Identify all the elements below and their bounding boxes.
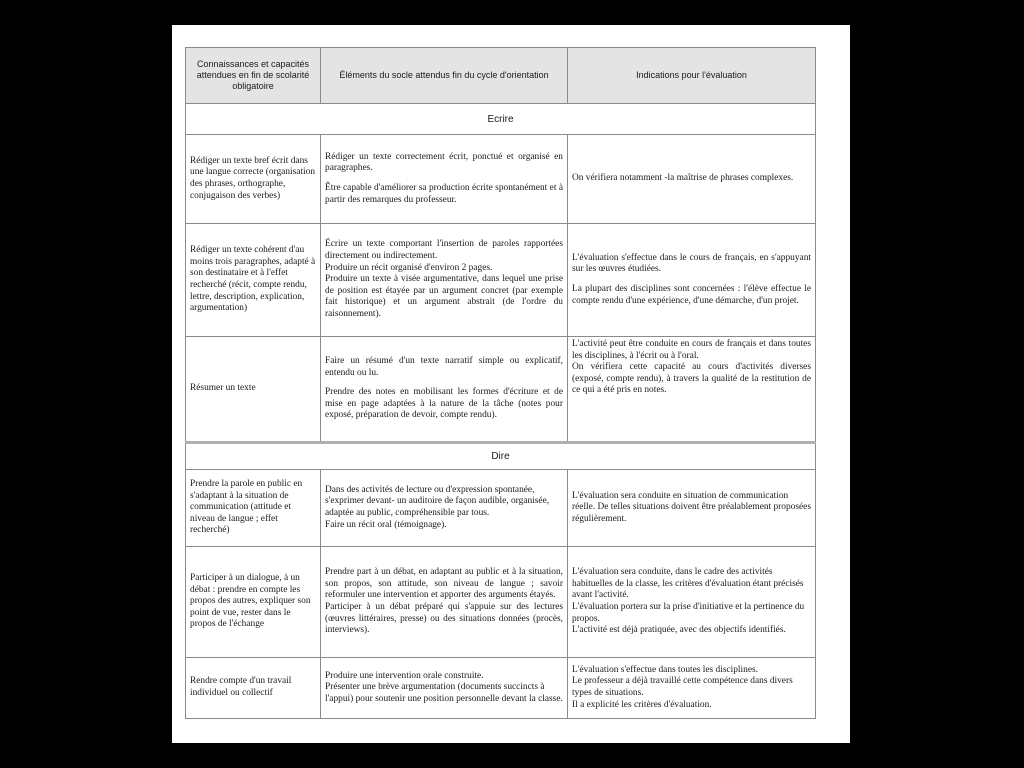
evaluation-text: Le professeur a déjà travaillé cette compétence dans divers types de situations.	[572, 676, 793, 698]
section-row-ecrire	[186, 104, 816, 135]
capacite-cell: Rédiger un texte bref écrit dans une langue correcte (organisation des phrases, orthographe, conjugaison des verbes)	[186, 135, 321, 224]
section-title: Ecrire	[186, 104, 816, 135]
evaluation-cell	[568, 547, 816, 658]
table-row	[186, 337, 816, 443]
elements-cell	[321, 337, 568, 443]
table-row	[186, 658, 816, 719]
document-page	[172, 25, 850, 743]
capacite-cell: Prendre la parole en public en s'adaptant à la situation de communication (attitude et niveau de langue ; effet recherché)	[186, 470, 321, 547]
elements-text: Participer à un débat préparé qui s'appuie sur des lectures (œuvres littéraires, presse) ou des situations données (procès, interviews).	[325, 602, 563, 636]
evaluation-text: L'évaluation sera conduite en situation de communication réelle. De telles situations doivent être préalablement proposées régulièrement.	[572, 490, 811, 524]
elements-cell	[321, 135, 568, 224]
section-row-dire	[186, 443, 816, 470]
elements-text: Produire une intervention orale construite.	[325, 670, 484, 681]
evaluation-text: L'évaluation s'effectue dans toutes les disciplines.	[572, 664, 758, 675]
elements-text: Dans des activités de lecture ou d'expression spontanée, s'exprimer devant- un auditoire de façon audible, organisée, adaptée au public, compréhensible par tous.	[325, 484, 550, 518]
elements-cell	[321, 224, 568, 337]
table-row	[186, 135, 816, 224]
elements-text: Présenter une brève argumentation (documents succincts à l'appui) pour soutenir une position personnelle devant la classe.	[325, 682, 563, 704]
elements-cell	[321, 470, 568, 547]
evaluation-text: Il a explicité les critères d'évaluation.	[572, 699, 712, 710]
evaluation-cell	[568, 337, 816, 443]
table-row	[186, 470, 816, 547]
evaluation-text: L'évaluation sera conduite, dans le cadre des activités habituelles de la classe, les critères d'évaluation étant précisés avant l'activité.	[572, 567, 804, 601]
evaluation-text: On vérifiera cette capacité au cours d'activités diverses (exposé, compte rendu), à travers la qualité de la restitution de ce qui a été pris en notes.	[572, 362, 811, 396]
elements-cell	[321, 547, 568, 658]
elements-cell	[321, 658, 568, 719]
evaluation-text: On vérifiera notamment -la maîtrise de phrases complexes.	[572, 173, 794, 184]
evaluation-text: L'activité est déjà pratiquée, avec des objectifs identifiés.	[572, 625, 786, 636]
evaluation-cell	[568, 224, 816, 337]
elements-text: Rédiger un texte correctement écrit, ponctué et organisé en paragraphes.	[325, 151, 563, 174]
elements-text: Être capable d'améliorer sa production écrite spontanément et à partir des remarques du professeur.	[325, 183, 563, 205]
header-indications-evaluation: Indications pour l'évaluation	[568, 48, 816, 104]
evaluation-text: L'évaluation s'effectue dans le cours de français, en s'appuyant sur les œuvres étudiées.	[572, 252, 811, 275]
elements-text: Prendre part à un débat, en adaptant au public et à la situation, son propos, son attitude, son niveau de langue ; savoir reformuler une intervention et apporter des arguments étayés.	[325, 567, 563, 601]
elements-text: Prendre des notes en mobilisant les formes d'écriture et de mise en page adaptées à la nature de la tâche (notes pour exposé, préparation de devoir, compte rendu).	[325, 387, 563, 421]
evaluation-cell	[568, 135, 816, 224]
elements-text: Produire un récit organisé d'environ 2 pages.	[325, 262, 493, 273]
evaluation-text: L'activité peut être conduite en cours de français et dans toutes les disciplines, à l'écrit ou à l'oral.	[572, 339, 811, 361]
evaluation-cell	[568, 470, 816, 547]
capacite-cell: Résumer un texte	[186, 337, 321, 443]
header-elements-socle: Éléments du socle attendus fin du cycle d'orientation	[321, 48, 568, 104]
elements-text: Écrire un texte comportant l'insertion de paroles rapportées directement ou indirectement.	[325, 239, 563, 262]
table-row	[186, 224, 816, 337]
elements-text: Faire un récit oral (témoignage).	[325, 519, 447, 530]
elements-text: Faire un résumé d'un texte narratif simple ou explicatif, entendu ou lu.	[325, 356, 563, 378]
capacite-cell: Participer à un dialogue, à un débat : prendre en compte les propos des autres, expliquer son point de vue, rester dans le propos de l'échange	[186, 547, 321, 658]
evaluation-text: L'évaluation portera sur la prise d'initiative et la pertinence du propos.	[572, 602, 805, 624]
capacite-cell: Rédiger un texte cohérent d'au moins trois paragraphes, adapté à son destinataire et à l'effet recherché (récit, compte rendu, lettre, description, explication, argumentation)	[186, 224, 321, 337]
competences-table	[185, 47, 816, 719]
elements-text: Produire un texte à visée argumentative, dans lequel une prise de position est étayée par un argument concret (par exemple fait historique) et un argument abstrait (de l'ordre du raisonnement).	[325, 274, 563, 319]
header-connaissances: Connaissances et capacités attendues en fin de scolarité obligatoire	[186, 48, 321, 104]
table-header-row	[186, 48, 816, 104]
capacite-cell: Rendre compte d'un travail individuel ou collectif	[186, 658, 321, 719]
evaluation-text: La plupart des disciplines sont concernées : l'élève effectue le compte rendu d'une expérience, d'une démarche, d'un projet.	[572, 284, 811, 306]
table-row	[186, 547, 816, 658]
evaluation-cell	[568, 658, 816, 719]
section-title: Dire	[186, 443, 816, 470]
